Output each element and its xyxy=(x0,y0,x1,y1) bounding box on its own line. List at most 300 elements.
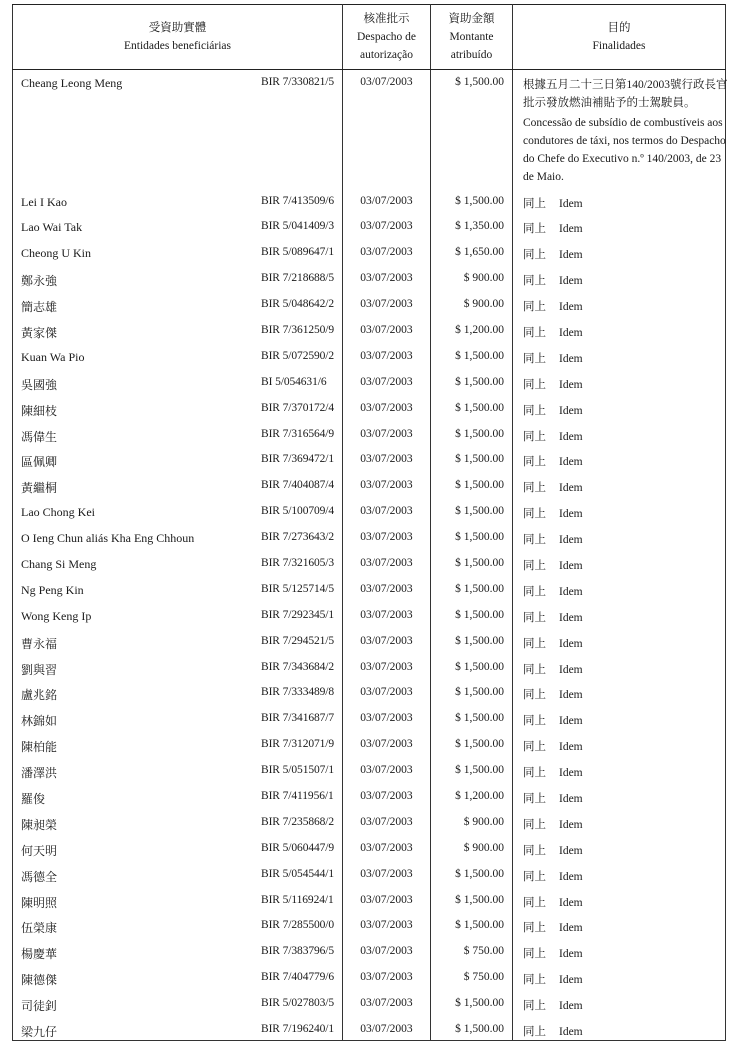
despacho-date: 03/07/2003 xyxy=(343,705,431,731)
entity-name: Ng Peng Kin xyxy=(21,582,84,597)
purpose-cell xyxy=(513,809,726,835)
table-row xyxy=(13,395,726,421)
entity-ref: BIR 7/404779/6 xyxy=(261,971,335,984)
idem-zh: 同上 xyxy=(523,715,546,728)
entity-ref: BIR 5/048642/2 xyxy=(261,298,335,311)
idem-zh: 同上 xyxy=(523,844,546,857)
purpose-cell xyxy=(513,731,726,757)
despacho-date: 03/07/2003 xyxy=(343,757,431,783)
entity-ref: BIR 5/125714/5 xyxy=(261,582,335,595)
entity-name: 馮偉生 xyxy=(21,429,58,444)
entity-cell xyxy=(13,731,343,757)
idem-pt: Idem xyxy=(559,352,583,365)
table-row xyxy=(13,265,726,291)
despacho-date: 03/07/2003 xyxy=(343,861,431,887)
despacho-date: 03/07/2003 xyxy=(343,395,431,421)
amount: $ 1,500.00 xyxy=(431,602,513,628)
amount: $ 1,500.00 xyxy=(431,679,513,705)
entity-ref: BIR 7/312071/9 xyxy=(261,738,335,751)
idem-zh: 同上 xyxy=(523,870,546,883)
entity-name: 羅俊 xyxy=(21,791,46,806)
entity-cell xyxy=(13,938,343,964)
entity-ref: BIR 7/343684/2 xyxy=(261,660,335,673)
entity-name: 馮德全 xyxy=(21,869,58,884)
entity-cell xyxy=(13,343,343,369)
table-row xyxy=(13,938,726,964)
amount: $ 1,500.00 xyxy=(431,654,513,680)
idem-pt: Idem xyxy=(559,223,583,236)
despacho-date: 03/07/2003 xyxy=(343,369,431,395)
despacho-date: 03/07/2003 xyxy=(343,576,431,602)
table-row xyxy=(13,576,726,602)
purpose-cell xyxy=(513,679,726,705)
amount: $ 750.00 xyxy=(431,938,513,964)
despacho-date: 03/07/2003 xyxy=(343,809,431,835)
entity-ref: BIR 7/361250/9 xyxy=(261,323,335,336)
header-finalidades xyxy=(513,5,726,70)
amount: $ 1,500.00 xyxy=(431,576,513,602)
entity-name: 簡志雄 xyxy=(21,300,58,315)
entity-name: 司徒釗 xyxy=(21,999,58,1014)
entity-ref: BIR 5/051507/1 xyxy=(261,764,335,777)
entity-ref: BIR 5/072590/2 xyxy=(261,349,335,362)
purpose-cell xyxy=(513,291,726,317)
despacho-date: 03/07/2003 xyxy=(343,964,431,990)
purpose-cell xyxy=(513,887,726,913)
purpose-cell xyxy=(513,964,726,990)
amount: $ 1,500.00 xyxy=(431,912,513,938)
amount: $ 1,500.00 xyxy=(431,1016,513,1040)
table-row xyxy=(13,421,726,447)
idem-pt: Idem xyxy=(559,1000,583,1013)
entity-cell xyxy=(13,679,343,705)
idem-zh: 同上 xyxy=(523,275,546,288)
table-row xyxy=(13,550,726,576)
entity-cell xyxy=(13,291,343,317)
idem-zh: 同上 xyxy=(523,482,546,495)
despacho-date: 03/07/2003 xyxy=(343,731,431,757)
amount: $ 1,500.00 xyxy=(431,524,513,550)
table-row xyxy=(13,472,726,498)
despacho-date: 03/07/2003 xyxy=(343,317,431,343)
idem-pt: Idem xyxy=(559,585,583,598)
despacho-date: 03/07/2003 xyxy=(343,472,431,498)
entity-name: 林錦如 xyxy=(21,714,58,729)
entity-ref: BIR 7/413509/6 xyxy=(261,194,335,207)
despacho-date: 03/07/2003 xyxy=(343,887,431,913)
entity-cell xyxy=(13,861,343,887)
despacho-date: 03/07/2003 xyxy=(343,679,431,705)
entity-ref: BIR 5/027803/5 xyxy=(261,997,335,1010)
purpose-cell xyxy=(513,1016,726,1040)
entity-name: Lei I Kao xyxy=(21,194,67,209)
entity-ref: BIR 5/054544/1 xyxy=(261,867,335,880)
table-row xyxy=(13,783,726,809)
table-row xyxy=(13,654,726,680)
amount: $ 1,500.00 xyxy=(431,498,513,524)
entity-cell xyxy=(13,446,343,472)
idem-zh: 同上 xyxy=(523,534,546,547)
entity-name: Cheang Leong Meng xyxy=(21,76,123,90)
purpose-cell xyxy=(513,835,726,861)
table-row xyxy=(13,343,726,369)
entity-ref: BIR 7/196240/1 xyxy=(261,1023,335,1035)
entity-cell xyxy=(13,757,343,783)
entity-name: Wong Keng Ip xyxy=(21,608,92,623)
table-row xyxy=(13,291,726,317)
entity-name: 潘澤洪 xyxy=(21,766,58,781)
table-row xyxy=(13,628,726,654)
purpose-cell xyxy=(513,70,726,188)
entity-name: 楊慶華 xyxy=(21,947,58,962)
header-finalidades-zh: 目的 xyxy=(607,22,631,34)
despacho-date: 03/07/2003 xyxy=(343,628,431,654)
idem-pt: Idem xyxy=(559,844,583,857)
idem-zh: 同上 xyxy=(523,223,546,236)
idem-pt: Idem xyxy=(559,404,583,417)
purpose-cell xyxy=(513,654,726,680)
idem-zh: 同上 xyxy=(523,663,546,676)
purpose-cell xyxy=(513,861,726,887)
entity-ref: BIR 7/273643/2 xyxy=(261,531,335,544)
despacho-date: 03/07/2003 xyxy=(343,498,431,524)
idem-pt: Idem xyxy=(559,689,583,702)
purpose-cell xyxy=(513,990,726,1016)
purpose-cell xyxy=(513,317,726,343)
table-row xyxy=(13,887,726,913)
header-despacho-zh: 核准批示 xyxy=(363,13,410,25)
idem-zh: 同上 xyxy=(523,896,546,909)
entity-cell xyxy=(13,912,343,938)
despacho-date: 03/07/2003 xyxy=(343,421,431,447)
table-row xyxy=(13,705,726,731)
entity-name: 陳柏能 xyxy=(21,740,58,755)
amount: $ 900.00 xyxy=(431,835,513,861)
entity-name: 梁九仔 xyxy=(21,1025,58,1039)
entity-name: Kuan Wa Pio xyxy=(21,349,85,364)
header-finalidades-pt: Finalidades xyxy=(592,40,646,52)
entity-ref: BIR 7/292345/1 xyxy=(261,608,335,621)
idem-pt: Idem xyxy=(559,741,583,754)
amount: $ 1,500.00 xyxy=(431,757,513,783)
despacho-date: 03/07/2003 xyxy=(343,291,431,317)
entity-cell xyxy=(13,654,343,680)
table-row xyxy=(13,964,726,990)
entity-name: 黃家傑 xyxy=(21,325,58,340)
idem-pt: Idem xyxy=(559,378,583,391)
idem-pt: Idem xyxy=(559,482,583,495)
entity-cell xyxy=(13,576,343,602)
amount: $ 1,350.00 xyxy=(431,213,513,239)
idem-pt: Idem xyxy=(559,663,583,676)
idem-pt: Idem xyxy=(559,870,583,883)
entity-cell xyxy=(13,809,343,835)
entity-cell xyxy=(13,70,343,188)
entity-ref: BIR 7/369472/1 xyxy=(261,453,335,466)
purpose-cell xyxy=(513,421,726,447)
despacho-date: 03/07/2003 xyxy=(343,188,431,214)
idem-pt: Idem xyxy=(559,534,583,547)
idem-zh: 同上 xyxy=(523,948,546,961)
header-montante-pt-2: atribuído xyxy=(450,49,493,61)
amount: $ 750.00 xyxy=(431,964,513,990)
table-row xyxy=(13,809,726,835)
idem-pt: Idem xyxy=(559,275,583,288)
entity-cell xyxy=(13,783,343,809)
entity-ref: BIR 7/404087/4 xyxy=(261,479,335,492)
entity-name: 劉與習 xyxy=(21,662,58,677)
idem-pt: Idem xyxy=(559,301,583,314)
idem-zh: 同上 xyxy=(523,301,546,314)
amount: $ 1,500.00 xyxy=(431,421,513,447)
entity-cell xyxy=(13,239,343,265)
purpose-cell xyxy=(513,213,726,239)
entity-ref: BIR 7/341687/7 xyxy=(261,712,335,725)
purpose-cell xyxy=(513,265,726,291)
idem-zh: 同上 xyxy=(523,326,546,339)
entity-cell xyxy=(13,602,343,628)
table-row xyxy=(13,317,726,343)
purpose-cell xyxy=(513,628,726,654)
idem-pt: Idem xyxy=(559,1026,583,1038)
purpose-cell xyxy=(513,369,726,395)
entity-cell xyxy=(13,472,343,498)
purpose-cell xyxy=(513,602,726,628)
amount: $ 1,500.00 xyxy=(431,70,513,188)
entity-ref: BIR 7/330821/5 xyxy=(261,76,335,88)
header-entities-pt: Entidades beneficiárias xyxy=(124,40,231,52)
despacho-date: 03/07/2003 xyxy=(343,938,431,964)
entity-name: Chang Si Meng xyxy=(21,556,97,571)
idem-zh: 同上 xyxy=(523,922,546,935)
purpose-cell xyxy=(513,550,726,576)
idem-zh: 同上 xyxy=(523,637,546,650)
idem-zh: 同上 xyxy=(523,508,546,521)
entity-ref: BIR 7/370172/4 xyxy=(261,401,335,414)
entity-ref: BIR 5/089647/1 xyxy=(261,246,335,259)
entity-name: 陳昶榮 xyxy=(21,817,58,832)
idem-zh: 同上 xyxy=(523,197,546,210)
header-montante-zh: 資助金額 xyxy=(448,13,495,25)
idem-zh: 同上 xyxy=(523,430,546,443)
amount: $ 1,500.00 xyxy=(431,705,513,731)
table-body xyxy=(13,70,726,1041)
entity-cell xyxy=(13,369,343,395)
purpose-cell xyxy=(513,938,726,964)
despacho-date: 03/07/2003 xyxy=(343,912,431,938)
entity-cell xyxy=(13,1016,343,1040)
purpose-cell xyxy=(513,498,726,524)
amount: $ 1,500.00 xyxy=(431,188,513,214)
table-row xyxy=(13,912,726,938)
despacho-date: 03/07/2003 xyxy=(343,70,431,188)
idem-zh: 同上 xyxy=(523,767,546,780)
entity-ref: BIR 5/041409/3 xyxy=(261,220,335,233)
entity-name: 區佩卿 xyxy=(21,455,58,470)
idem-pt: Idem xyxy=(559,430,583,443)
idem-zh: 同上 xyxy=(523,1026,546,1038)
table-row xyxy=(13,213,726,239)
despacho-date: 03/07/2003 xyxy=(343,990,431,1016)
table-row xyxy=(13,239,726,265)
amount: $ 900.00 xyxy=(431,809,513,835)
table-row xyxy=(13,446,726,472)
purpose-cell xyxy=(513,576,726,602)
idem-pt: Idem xyxy=(559,767,583,780)
despacho-date: 03/07/2003 xyxy=(343,343,431,369)
header-despacho-pt-2: autorização xyxy=(360,49,413,61)
amount: $ 1,200.00 xyxy=(431,783,513,809)
idem-zh: 同上 xyxy=(523,378,546,391)
entity-name: Cheong U Kin xyxy=(21,246,91,261)
despacho-date: 03/07/2003 xyxy=(343,446,431,472)
purpose-zh: 根據五月二十三日第140/2003號行政長官批示發放燃油補貼予的士駕駛員。 xyxy=(523,79,728,109)
idem-pt: Idem xyxy=(559,922,583,935)
table-row xyxy=(13,731,726,757)
entity-name: 陳明照 xyxy=(21,895,58,910)
amount: $ 900.00 xyxy=(431,291,513,317)
entity-name: 盧兆銘 xyxy=(21,688,58,703)
entity-cell xyxy=(13,990,343,1016)
idem-pt: Idem xyxy=(559,197,583,210)
amount: $ 1,500.00 xyxy=(431,446,513,472)
idem-zh: 同上 xyxy=(523,404,546,417)
table-row xyxy=(13,524,726,550)
header-despacho xyxy=(343,5,431,70)
entity-cell xyxy=(13,628,343,654)
table-row xyxy=(13,861,726,887)
entity-cell xyxy=(13,498,343,524)
despacho-date: 03/07/2003 xyxy=(343,213,431,239)
amount: $ 1,500.00 xyxy=(431,395,513,421)
amount: $ 1,500.00 xyxy=(431,731,513,757)
idem-pt: Idem xyxy=(559,792,583,805)
entity-ref: BIR 7/294521/5 xyxy=(261,634,335,647)
table-row xyxy=(13,1016,726,1040)
amount: $ 1,500.00 xyxy=(431,861,513,887)
purpose-cell xyxy=(513,705,726,731)
entity-cell xyxy=(13,265,343,291)
header-entities-zh: 受資助實體 xyxy=(148,22,207,34)
purpose-cell xyxy=(513,239,726,265)
idem-pt: Idem xyxy=(559,559,583,572)
idem-pt: Idem xyxy=(559,948,583,961)
table-row xyxy=(13,835,726,861)
table-row xyxy=(13,70,726,188)
entity-name: 陳德傑 xyxy=(21,973,58,988)
entity-ref: BIR 5/060447/9 xyxy=(261,841,335,854)
entity-name: Lao Wai Tak xyxy=(21,220,83,235)
entity-cell xyxy=(13,887,343,913)
idem-zh: 同上 xyxy=(523,611,546,624)
entity-ref: BIR 7/316564/9 xyxy=(261,427,335,440)
amount: $ 900.00 xyxy=(431,265,513,291)
purpose-pt: Concessão de subsídio de combustíveis aos condutores de táxi, nos termos do Despacho do Chefe do Executivo n.º 140/2003, de 23 de Maio. xyxy=(523,117,726,183)
idem-zh: 同上 xyxy=(523,352,546,365)
entity-name: 伍榮康 xyxy=(21,921,58,936)
table-row xyxy=(13,990,726,1016)
idem-zh: 同上 xyxy=(523,741,546,754)
despacho-date: 03/07/2003 xyxy=(343,524,431,550)
idem-zh: 同上 xyxy=(523,585,546,598)
entity-cell xyxy=(13,550,343,576)
table-row xyxy=(13,188,726,214)
beneficiaries-table xyxy=(12,4,726,1041)
entity-ref: BI 5/054631/6 xyxy=(261,375,327,388)
idem-zh: 同上 xyxy=(523,456,546,469)
entity-cell xyxy=(13,705,343,731)
header-despacho-pt-1: Despacho de xyxy=(356,31,417,43)
entity-ref: BIR 7/333489/8 xyxy=(261,686,335,699)
entity-ref: BIR 7/285500/0 xyxy=(261,919,335,932)
despacho-date: 03/07/2003 xyxy=(343,602,431,628)
entity-cell xyxy=(13,317,343,343)
table-row xyxy=(13,498,726,524)
purpose-cell xyxy=(513,343,726,369)
header-montante xyxy=(431,5,513,70)
entity-ref: BIR 5/100709/4 xyxy=(261,505,335,518)
table-header-row xyxy=(13,5,726,70)
idem-pt: Idem xyxy=(559,896,583,909)
idem-pt: Idem xyxy=(559,818,583,831)
entity-name: O Ieng Chun aliás Kha Eng Chhoun xyxy=(21,531,195,546)
idem-zh: 同上 xyxy=(523,249,546,262)
amount: $ 1,500.00 xyxy=(431,990,513,1016)
entity-cell xyxy=(13,395,343,421)
purpose-cell xyxy=(513,757,726,783)
despacho-date: 03/07/2003 xyxy=(343,1016,431,1040)
idem-pt: Idem xyxy=(559,611,583,624)
entity-name: 鄭永強 xyxy=(21,274,58,289)
amount: $ 1,500.00 xyxy=(431,369,513,395)
entity-cell xyxy=(13,835,343,861)
amount: $ 1,500.00 xyxy=(431,887,513,913)
entity-cell xyxy=(13,964,343,990)
entity-cell xyxy=(13,188,343,214)
despacho-date: 03/07/2003 xyxy=(343,654,431,680)
amount: $ 1,200.00 xyxy=(431,317,513,343)
entity-name: 何天明 xyxy=(21,843,58,858)
entity-name: 黃繼桐 xyxy=(21,481,58,496)
idem-zh: 同上 xyxy=(523,974,546,987)
purpose-cell xyxy=(513,912,726,938)
entity-ref: BIR 7/411956/1 xyxy=(261,789,334,802)
entity-ref: BIR 7/235868/2 xyxy=(261,815,335,828)
amount: $ 1,500.00 xyxy=(431,472,513,498)
entity-name: Lao Chong Kei xyxy=(21,505,95,520)
idem-pt: Idem xyxy=(559,715,583,728)
amount: $ 1,500.00 xyxy=(431,343,513,369)
purpose-cell xyxy=(513,783,726,809)
entity-cell xyxy=(13,524,343,550)
entity-ref: BIR 5/116924/1 xyxy=(261,893,334,906)
entity-ref: BIR 7/383796/5 xyxy=(261,945,335,958)
purpose-cell xyxy=(513,524,726,550)
amount: $ 1,650.00 xyxy=(431,239,513,265)
entity-ref: BIR 7/218688/5 xyxy=(261,272,335,285)
idem-pt: Idem xyxy=(559,456,583,469)
idem-zh: 同上 xyxy=(523,1000,546,1013)
entity-cell xyxy=(13,213,343,239)
entity-name: 陳細枝 xyxy=(21,403,58,418)
idem-pt: Idem xyxy=(559,249,583,262)
header-montante-pt-1: Montante xyxy=(449,31,494,43)
purpose-cell xyxy=(513,188,726,214)
amount: $ 1,500.00 xyxy=(431,628,513,654)
table-row xyxy=(13,369,726,395)
idem-pt: Idem xyxy=(559,974,583,987)
purpose-cell xyxy=(513,395,726,421)
